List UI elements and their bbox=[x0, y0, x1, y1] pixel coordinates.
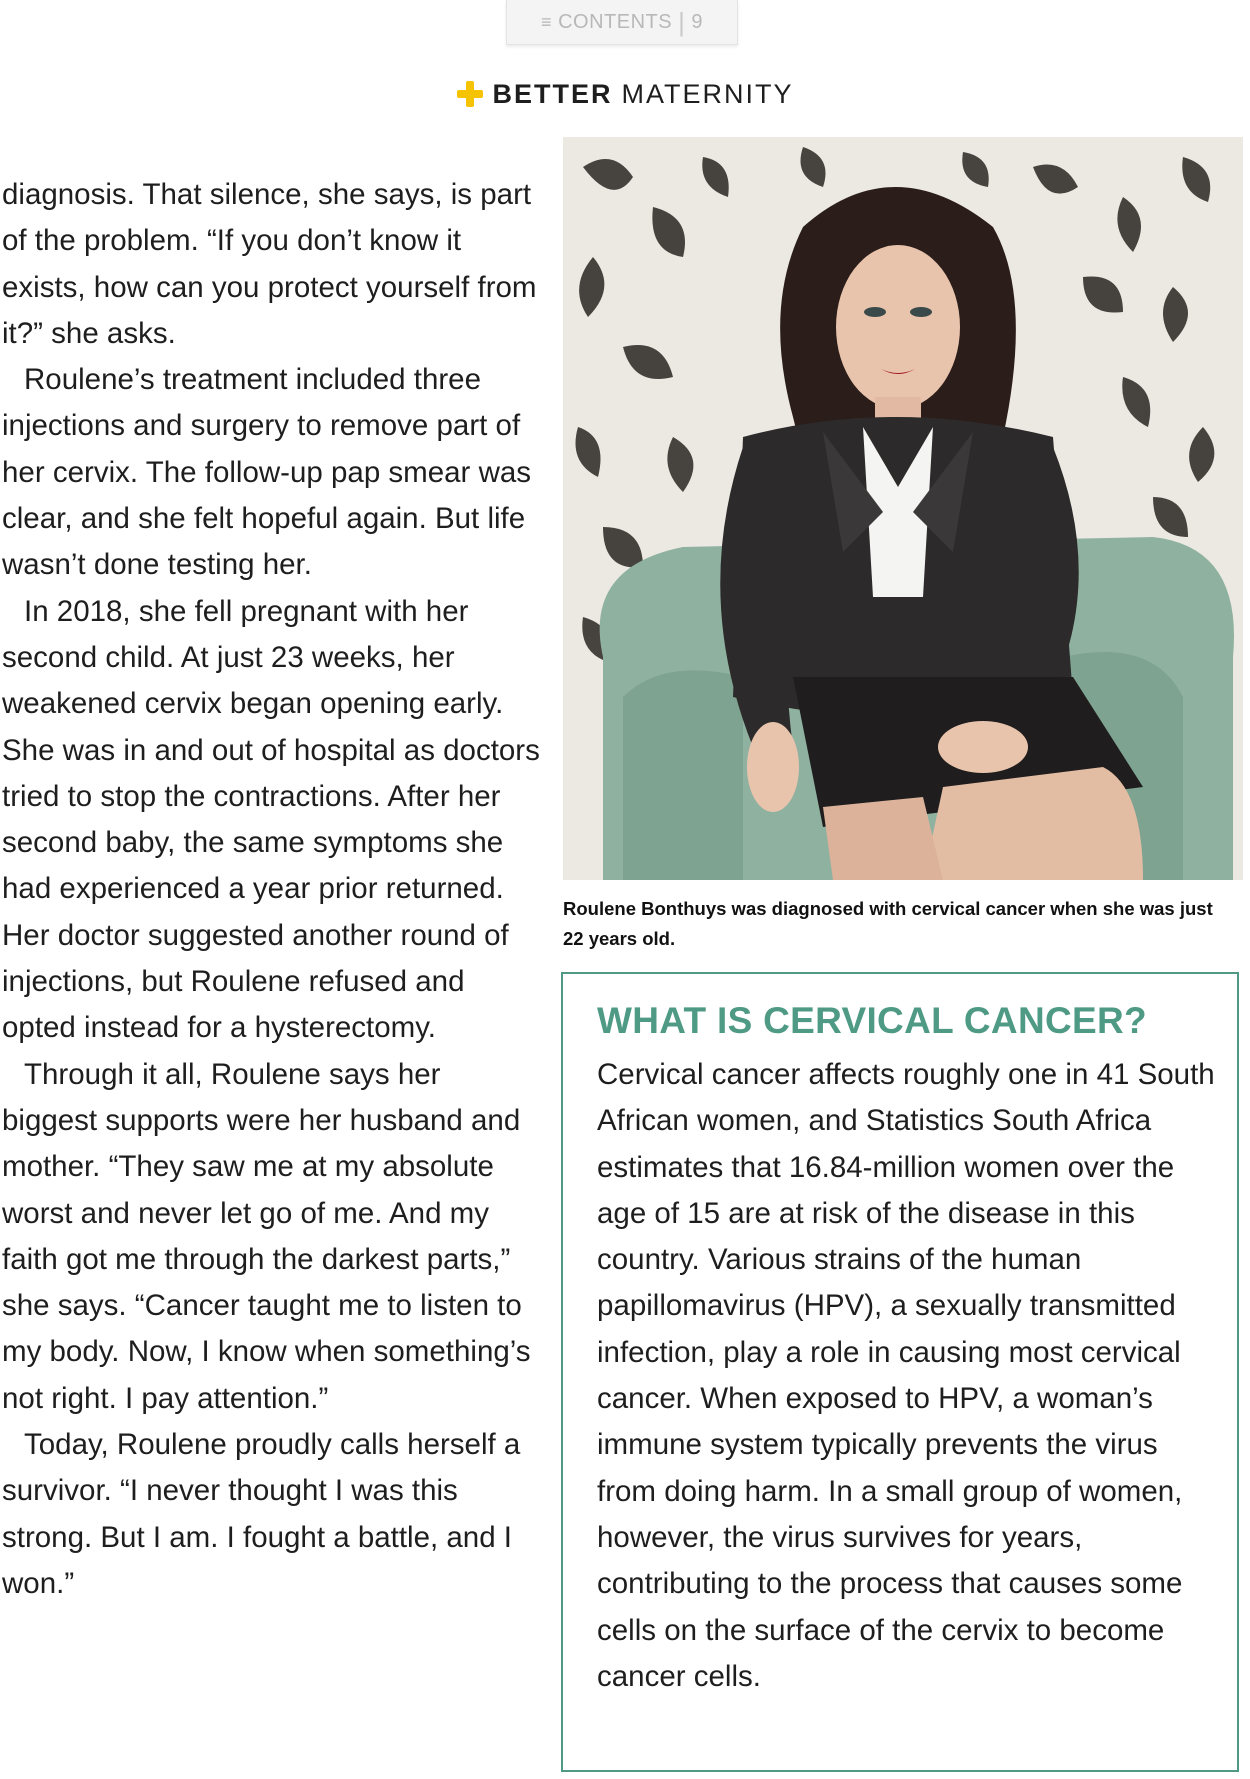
divider: | bbox=[678, 7, 686, 37]
article-paragraph: Through it all, Roulene says her biggest supports were her husband and mother. “They saw me at my absolute worst and never let go of me. And my faith got me through the darkest parts,” she says. “Cancer taught me to listen to my body. Now, I know when something’s not right. I pay attention.” bbox=[2, 1057, 531, 1415]
contents-tab[interactable] bbox=[506, 0, 738, 45]
portrait-photo bbox=[563, 137, 1243, 880]
article-body bbox=[2, 172, 542, 1607]
menu-icon: ≡ bbox=[541, 11, 553, 32]
article-paragraph: diagnosis. That silence, she says, is part of the problem. “If you don’t know it exists, how can you protect yourself from it?” she asks. bbox=[2, 178, 537, 350]
article-paragraph: Today, Roulene proudly calls herself a survivor. “I never thought I was this strong. But I am. I fought a battle, and I won.” bbox=[2, 1428, 521, 1600]
photo-caption: Roulene Bonthuys was diagnosed with cervical cancer when she was just 22 years old. bbox=[563, 898, 1213, 949]
section-title-bold: BETTER bbox=[492, 78, 613, 109]
section-header bbox=[0, 74, 1250, 114]
plus-icon bbox=[457, 81, 483, 107]
article-paragraph: Roulene’s treatment included three injections and surgery to remove part of her cervix. The follow-up pap smear was clear, and she felt hopeful again. But life wasn’t done testing her. bbox=[2, 363, 532, 582]
sidebar-body: Cervical cancer affects roughly one in 41 South African women, and Statistics South Africa estimates that 16.84-million women over the age of 15 are at risk of the disease in this country. Various strains of the human papillomavirus (HPV), a sexually transmitted infection, play a role in causing most cervical cancer. When exposed to HPV, a woman’s immune system typically prevents the virus from doing harm. In a small group of women, however, the virus survives for years, contributing to the process that causes some cells on the surface of the cervix to become cancer cells. bbox=[597, 1058, 1215, 1693]
portrait-illustration bbox=[563, 137, 1243, 880]
sidebar-title: WHAT IS CERVICAL CANCER? bbox=[597, 1000, 1147, 1041]
page-number: 9 bbox=[691, 10, 703, 33]
section-title-rest: MATERNITY bbox=[621, 78, 794, 109]
contents-label: CONTENTS bbox=[558, 10, 673, 33]
article-paragraph: In 2018, she fell pregnant with her second child. At just 23 weeks, her weakened cervix began opening early. She was in and out of hospital as doctors tried to stop the contractions. After her second baby, the same symptoms she had experienced a year prior returned. Her doctor suggested another round of injections, but Roulene refused and opted instead for a hysterectomy. bbox=[2, 594, 540, 1045]
